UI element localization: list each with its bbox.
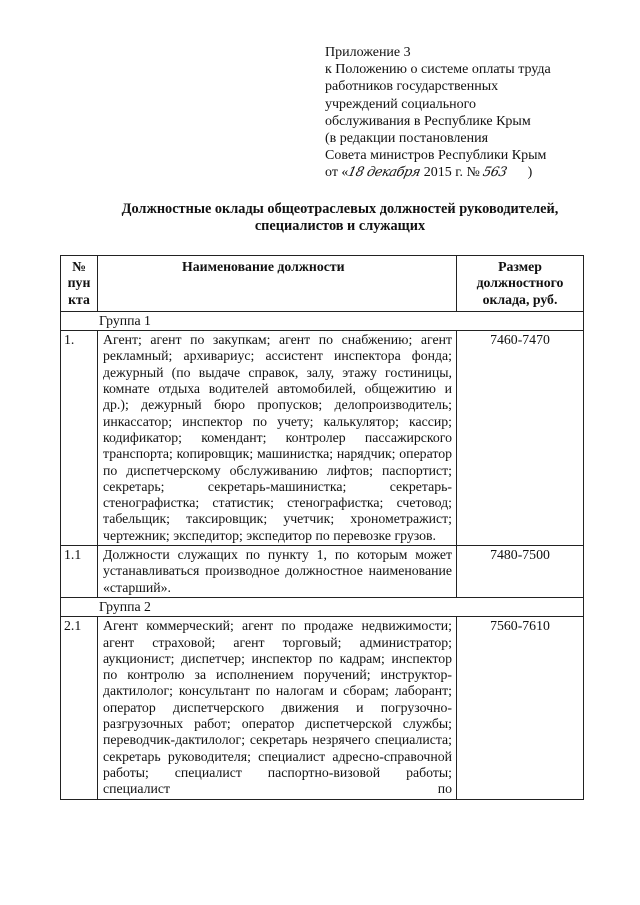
header-salary: Размер должностного оклада, руб. [457, 256, 584, 312]
appendix-block [325, 44, 625, 182]
date-line [325, 164, 625, 181]
appendix-line: Совета министров Республики Крым [325, 148, 547, 164]
row-salary: 7460-7470 [457, 331, 584, 546]
table-row [61, 331, 584, 546]
date-prefix: от « [325, 165, 349, 181]
row-num: 1. [61, 331, 98, 546]
group-row [61, 311, 584, 330]
row-salary: 7560-7610 [457, 617, 584, 799]
title-line-1: Должностные оклады общеотраслевых должностей руководителей, [121, 201, 559, 217]
row-num: 1.1 [61, 546, 98, 598]
table-header-row [61, 256, 584, 312]
table-row [61, 546, 584, 598]
row-text: Должности служащих по пункту 1, по которым может устанавливаться производное должностное наименование «старший». [98, 546, 457, 598]
title-line-2: специалистов и служащих [254, 218, 426, 234]
appendix-line: работников государственных [325, 79, 499, 95]
appendix-line: к Положению о системе оплаты труда [325, 62, 551, 78]
handwritten-month: декабря [365, 165, 422, 181]
row-text: Агент коммерческий; агент по продаже недвижимости; агент страховой; агент торговый; администратор; аукционист; диспетчер; инспектор по кадрам; инспектор по контролю за исполнением поручений; инструктор-дактилолог; консультант по налогам и сборам; лаборант; оператор диспетчерского движения и погрузочно-разгрузочных работ; оператор диспетчерской службы; переводчик-дактилолог; секретарь незрячего специалиста; секретарь руководителя; специалист адресно-справочной работы; специалист паспортно-визовой работы; специалист по [98, 617, 457, 799]
date-suffix: ) [527, 165, 533, 181]
appendix-line: Приложение 3 [325, 45, 411, 60]
handwritten-day: 18 [346, 165, 366, 181]
date-year: 2015 г. № [423, 165, 480, 181]
header-num: № пун кта [61, 256, 98, 312]
salary-table [60, 255, 584, 800]
row-salary: 7480-7500 [457, 546, 584, 598]
handwritten-number: 563 [481, 165, 509, 181]
header-name: Наименование должности [98, 256, 457, 312]
page-title [60, 201, 620, 235]
group-label: Группа 2 [61, 597, 584, 616]
group-label: Группа 1 [61, 311, 584, 330]
appendix-line: обслуживания в Республике Крым [325, 113, 531, 129]
group-row [61, 597, 584, 616]
row-text: Агент; агент по закупкам; агент по снабжению; агент рекламный; архивариус; ассистент инспектора фонда; дежурный (по выдаче справок, залу, этажу гостиницы, комнате отдыха водителей автомобилей, общежитию и др.); дежурный бюро пропусков; делопроизводитель; инкассатор; инспектор по учету; калькулятор; кассир; кодификатор; комендант; контролер пассажирского транспорта; копировщик; машинистка; нарядчик; оператор по диспетчерскому обслуживанию лифтов; паспортист; секретарь; секретарь-машинистка; секретарь-стенографистка; статистик; стенографистка; счетовод; табельщик; таксировщик; учетчик; хронометражист; чертежник; экспедитор; экспедитор по перевозке грузов. [98, 331, 457, 546]
table-row [61, 617, 584, 799]
row-num: 2.1 [61, 617, 98, 799]
appendix-line: (в редакции постановления [325, 131, 489, 147]
appendix-line: учреждений социального [325, 96, 477, 112]
